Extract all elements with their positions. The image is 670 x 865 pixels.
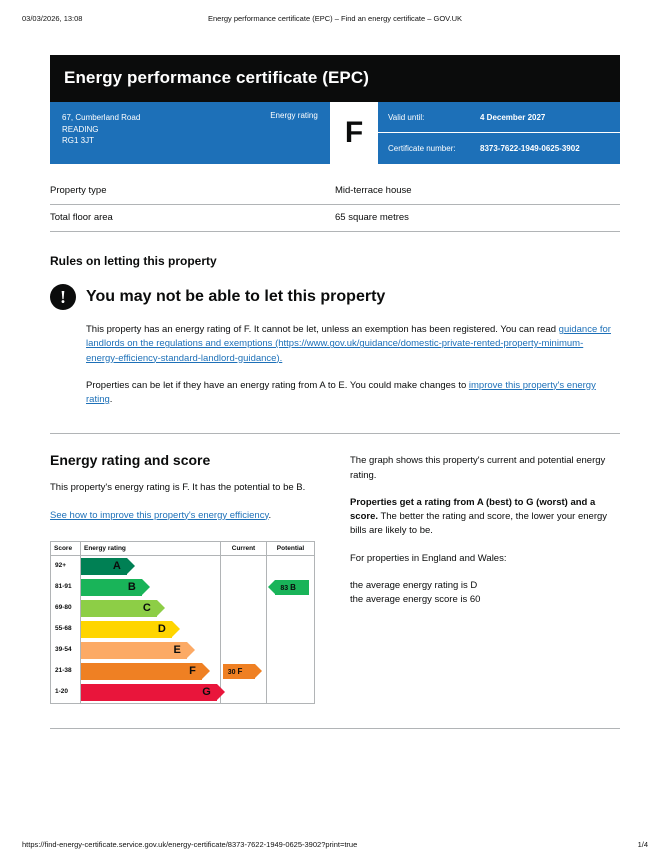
certificate-number-value: 8373-7622-1949-0625-3902 — [480, 144, 580, 153]
band-letter: G — [202, 685, 211, 698]
energy-rating-section — [50, 452, 620, 704]
band-bar-b — [81, 579, 142, 596]
property-type-value: Mid-terrace house — [335, 178, 620, 205]
band-letter: A — [112, 559, 121, 572]
band-bar-cell — [81, 556, 221, 577]
potential-cell — [267, 556, 314, 577]
current-cell — [221, 556, 268, 577]
rating-right-column — [350, 452, 620, 704]
energy-rating-label: Energy rating — [258, 102, 330, 164]
certificate-meta — [378, 102, 620, 164]
print-header — [0, 14, 670, 23]
improve-efficiency-suffix: . — [268, 509, 272, 521]
certificate-number-row — [378, 133, 620, 164]
print-footer — [0, 840, 670, 849]
current-letter: F — [237, 666, 243, 676]
potential-score: 83 — [280, 584, 289, 592]
improve-rating-link[interactable]: improve this property's energy rating — [86, 379, 596, 405]
band-score: 69-80 — [51, 598, 81, 619]
band-letter: B — [127, 580, 136, 593]
band-bar-f — [81, 663, 202, 680]
graph-band-row — [51, 682, 314, 703]
band-bar-cell — [81, 682, 221, 703]
rating-left-column — [50, 452, 350, 704]
graph-explanation: The graph shows this property's current and potential energy rating. — [350, 455, 606, 481]
exclamation-icon: ! — [50, 284, 76, 310]
letting-paragraph-2-text: Properties can be let if they have an energy rating from A to E. You could make changes to — [86, 379, 469, 391]
band-bar-c — [81, 600, 157, 617]
band-score: 92+ — [51, 556, 81, 577]
england-wales-averages — [350, 579, 620, 608]
letting-paragraph-1 — [86, 323, 614, 366]
graph-header-row — [51, 542, 314, 556]
rating-scale-bold: Properties get a rating from A (best) to G (worst) and a score. — [350, 496, 596, 522]
potential-cell — [267, 619, 314, 640]
letting-warning-title: You may not be able to let this property — [86, 288, 386, 305]
rating-scale-rest: The better the rating and score, the lower your energy bills are likely to be. — [350, 511, 608, 537]
address-line-1: 67, Cumberland Road — [62, 113, 141, 122]
print-page-number: 1/4 — [637, 840, 648, 849]
band-bar-cell — [81, 577, 221, 598]
potential-cell — [267, 682, 314, 703]
section-divider — [50, 433, 620, 434]
band-score: 55-68 — [51, 619, 81, 640]
england-wales-intro: For properties in England and Wales: — [350, 552, 507, 564]
potential-letter: B — [290, 582, 296, 592]
certificate-summary-bar — [50, 102, 620, 164]
graph-band-row — [51, 598, 314, 619]
current-cell — [221, 598, 268, 619]
graph-body — [51, 556, 314, 703]
band-bar-g — [81, 684, 217, 701]
potential-cell — [267, 640, 314, 661]
landlord-guidance-link[interactable]: guidance for landlords on the regulations and exemptions (https://www.gov.uk/guidance/domestic-private-rented-property-minimum-energy-efficiency-standard-landlord-guidance). — [86, 324, 611, 364]
address-line-2: READING — [62, 124, 99, 134]
property-type-label: Property type — [50, 178, 335, 205]
letting-warning — [50, 284, 620, 310]
potential-cell — [267, 598, 314, 619]
current-score: 30 — [227, 668, 236, 676]
current-cell — [221, 577, 268, 598]
graph-header-current: Current — [221, 542, 267, 555]
band-score: 21-38 — [51, 661, 81, 682]
energy-rating-heading: Energy rating and score — [50, 452, 211, 469]
certificate-title: Energy performance certificate (EPC) — [50, 55, 620, 102]
valid-until-label: Valid until: — [388, 112, 425, 122]
band-score: 39-54 — [51, 640, 81, 661]
graph-header-potential: Potential — [276, 544, 305, 552]
table-row — [50, 178, 620, 205]
band-bar-cell — [81, 598, 221, 619]
graph-header-rating: Energy rating — [81, 542, 221, 555]
letting-body — [86, 323, 614, 407]
energy-rating-summary: This property's energy rating is F. It has the potential to be B. — [50, 482, 306, 494]
valid-until-row — [378, 102, 620, 133]
current-cell — [221, 640, 268, 661]
bottom-divider — [50, 728, 620, 729]
band-bar-d — [81, 621, 172, 638]
band-letter: E — [173, 643, 181, 656]
potential-marker — [275, 580, 309, 595]
table-row — [50, 205, 620, 232]
average-score-line: the average energy score is 60 — [350, 594, 481, 605]
band-bar-e — [81, 642, 187, 659]
epc-rating-graph — [50, 541, 315, 704]
band-score: 81-91 — [51, 577, 81, 598]
graph-header-score: Score — [51, 542, 81, 555]
property-details-table — [50, 178, 620, 232]
graph-band-row — [51, 640, 314, 661]
band-bar-cell — [81, 619, 221, 640]
band-letter: F — [189, 664, 196, 677]
improve-efficiency-link[interactable]: See how to improve this property's energy efficiency — [50, 509, 269, 521]
current-cell — [221, 661, 268, 682]
letting-paragraph-1-text: This property has an energy rating of F. It cannot be let, unless an exemption has been registered. You can read — [86, 324, 559, 335]
potential-cell — [267, 577, 314, 598]
total-floor-area-value: 65 square metres — [335, 205, 620, 232]
graph-band-row — [51, 661, 314, 682]
band-letter: D — [157, 622, 166, 635]
band-score: 1-20 — [51, 682, 81, 703]
improve-efficiency-paragraph — [50, 509, 350, 523]
graph-band-row — [51, 619, 314, 640]
print-document-title: Energy performance certificate (EPC) – Find an energy certificate – GOV.UK — [207, 14, 462, 23]
current-cell — [221, 619, 268, 640]
document-content — [50, 55, 620, 729]
band-bar-cell — [81, 661, 221, 682]
potential-cell — [267, 661, 314, 682]
current-cell — [221, 682, 268, 703]
current-marker — [223, 664, 255, 679]
certificate-number-label: Certificate number: — [388, 144, 456, 153]
graph-band-row — [51, 577, 314, 598]
band-letter: C — [142, 601, 151, 614]
letting-paragraph-2 — [86, 379, 614, 408]
print-date-time: 03/03/2026, 13:08 — [22, 14, 83, 23]
address-line-3: RG1 3JT — [62, 136, 95, 146]
letting-rules-heading: Rules on letting this property — [50, 254, 217, 268]
band-bar-cell — [81, 640, 221, 661]
print-footer-url: https://find-energy-certificate.service.gov.uk/energy-certificate/8373-7622-1949-0625-3902?print=true — [22, 840, 358, 849]
graph-band-row — [51, 556, 314, 577]
valid-until-value: 4 December 2027 — [480, 112, 546, 122]
band-bar-a — [81, 558, 127, 575]
total-floor-area-label: Total floor area — [50, 205, 335, 232]
rating-scale-explanation — [350, 496, 620, 539]
average-rating-line: the average energy rating is D — [350, 579, 478, 591]
letting-paragraph-2-suffix: . — [109, 394, 113, 405]
energy-rating-letter: F — [330, 102, 378, 164]
property-address — [50, 102, 258, 164]
